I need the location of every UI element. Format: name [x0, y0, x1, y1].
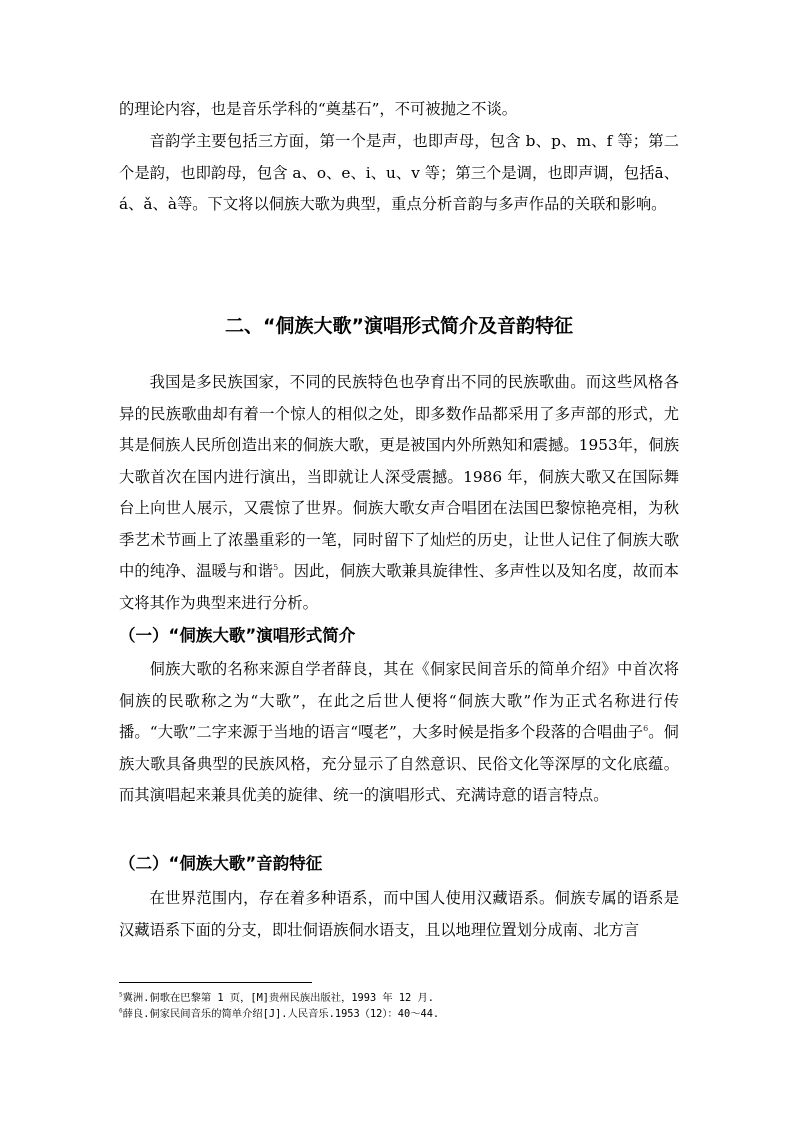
footnote-5: $^5$冀洲.侗歌在巴黎第 1 页，[M]贵州民族出版社，1993 年 12 月.: [119, 991, 434, 1004]
footnote-6: $^6$薛良.侗家民间音乐的简单介绍[J].人民音乐.1953（12）：40～44.: [119, 1007, 440, 1020]
footnote-ref-5[interactable]: 5: [273, 562, 279, 572]
footnote-ref-6[interactable]: 6: [643, 723, 649, 733]
subsection-title-1: （一）“侗族大歌”演唱形式简介: [119, 626, 356, 645]
paragraph-singing-form: 侗族大歌的名称来源自学者薛良，其在《侗家民间音乐的简单介绍》中首次将侗族的民歌称之为“大歌”，在此之后世人便将“侗族大歌”作为正式名称进行传播。“大歌”二字来源于当地的语言“嘎老”，大多时候是指多个段落的合唱曲子$^6$。侗族大歌具备典型的民族风格，充分显示了自然意识、民俗文化等深厚的文化底蕴。而其演唱起来兼具优美的旋律、统一的演唱形式、充满诗意的语言特点。: [119, 660, 679, 804]
paragraph-phonology: 音韵学主要包括三方面，第一个是声，也即声母，包含 b、p、m、f 等；第二个是韵，也即韵母，包含 a、o、e、i、u、v 等；第三个是调，也即声调，包括ā、á、ǎ、à等。下文将以侗族大歌为典型，重点分析音韵与多声作品的关联和影响。: [119, 132, 679, 213]
subsection-title-2: （二）“侗族大歌”音韵特征: [119, 854, 323, 873]
paragraph-phonetic-features: 在世界范围内，存在着多种语系，而中国人使用汉藏语系。侗族专属的语系是汉藏语系下面的分支，即壮侗语族侗水语支，且以地理位置划分成南、北方言: [119, 889, 679, 939]
paragraph-dong-intro: 我国是多民族国家，不同的民族特色也孕育出不同的民族歌曲。而这些风格各异的民族歌曲却有着一个惊人的相似之处，即多数作品都采用了多声部的形式，尤其是侗族人民所创造出来的侗族大歌，更是被国内外所熟知和震撼。1953年，侗族大歌首次在国内进行演出，当即就让人深受震撼。1986 年，侗族大歌又在国际舞台上向世人展示，又震惊了世界。侗族大歌女声合唱团在法国巴黎惊艳亮相，为秋季艺术节画上了浓墨重彩的一笔，同时留下了灿烂的历史，让世人记住了侗族大歌中的纯净、温暖与和谐$^5$。因此，侗族大歌兼具旋律性、多声性以及知名度，故而本文将其作为典型来进行分析。: [119, 373, 679, 612]
paragraph-continuation: 的理论内容，也是音乐学科的“奠基石”，不可被抛之不谈。: [119, 100, 518, 118]
footnote-divider: [119, 982, 312, 983]
section-title: 二、“侗族大歌”演唱形式简介及音韵特征: [225, 315, 573, 337]
